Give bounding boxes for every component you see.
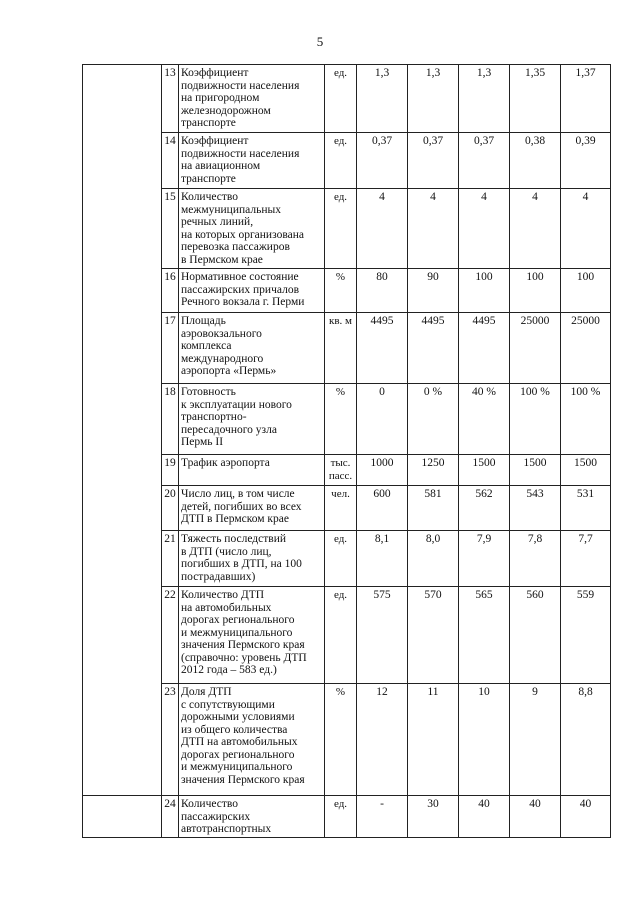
value-cell: 0 % — [408, 384, 459, 455]
table-row — [83, 531, 611, 587]
value-cell: 100 % — [561, 384, 611, 455]
value-cell: 40 — [459, 796, 510, 838]
value-cell: 12 — [357, 684, 408, 796]
value-cell: 7,9 — [459, 531, 510, 587]
value-cell: 100 — [510, 269, 561, 313]
row-number: 19 — [162, 455, 179, 486]
value-cell: 575 — [357, 587, 408, 684]
value-cell: 0,39 — [561, 133, 611, 189]
value-cell: 1500 — [510, 455, 561, 486]
indicator-name: Количество пассажирских автотранспортных — [179, 796, 325, 838]
unit-cell: % — [325, 384, 357, 455]
indicator-name: Площадь аэровокзального комплекса международного аэропорта «Пермь» — [179, 313, 325, 384]
value-cell: 90 — [408, 269, 459, 313]
row-number: 20 — [162, 486, 179, 531]
value-cell: 4495 — [459, 313, 510, 384]
indicator-name: Готовность к эксплуатации нового транспортно- пересадочного узла Пермь II — [179, 384, 325, 455]
value-cell: 30 — [408, 796, 459, 838]
row-number: 17 — [162, 313, 179, 384]
table-body — [83, 65, 611, 838]
table-row — [83, 133, 611, 189]
unit-cell: кв. м — [325, 313, 357, 384]
value-cell: 9 — [510, 684, 561, 796]
indicator-name: Коэффициент подвижности населения на авиационном транспорте — [179, 133, 325, 189]
value-cell: 0,37 — [459, 133, 510, 189]
value-cell: 10 — [459, 684, 510, 796]
value-cell: 8,0 — [408, 531, 459, 587]
value-cell: 4 — [357, 189, 408, 269]
value-cell: 0,38 — [510, 133, 561, 189]
value-cell: 40 — [561, 796, 611, 838]
table-row — [83, 455, 611, 486]
value-cell: 4 — [510, 189, 561, 269]
indicator-name: Коэффициент подвижности населения на пригородном железнодорожном транспорте — [179, 65, 325, 133]
value-cell: 1250 — [408, 455, 459, 486]
value-cell: 581 — [408, 486, 459, 531]
indicator-name: Количество ДТП на автомобильных дорогах регионального и межмуниципального значения Пермского края (справочно: уровень ДТП 2012 года – 583 ед.) — [179, 587, 325, 684]
row-number: 13 — [162, 65, 179, 133]
unit-cell: % — [325, 684, 357, 796]
indicator-name: Количество межмуниципальных речных линий, на которых организована перевозка пассажиров в Пермском крае — [179, 189, 325, 269]
unit-cell: ед. — [325, 189, 357, 269]
row-number: 18 — [162, 384, 179, 455]
value-cell: 4 — [408, 189, 459, 269]
value-cell: 100 — [561, 269, 611, 313]
row-number: 23 — [162, 684, 179, 796]
indicators-table — [82, 64, 611, 838]
value-cell: 1,3 — [357, 65, 408, 133]
value-cell: 1,35 — [510, 65, 561, 133]
value-cell: 1000 — [357, 455, 408, 486]
value-cell: 559 — [561, 587, 611, 684]
value-cell: 11 — [408, 684, 459, 796]
blank-column-cell — [83, 65, 162, 796]
indicator-name: Трафик аэропорта — [179, 455, 325, 486]
table-row — [83, 189, 611, 269]
value-cell: 600 — [357, 486, 408, 531]
value-cell: 100 % — [510, 384, 561, 455]
table-row — [83, 684, 611, 796]
value-cell: 570 — [408, 587, 459, 684]
blank-column-cell — [83, 796, 162, 838]
value-cell: 1,3 — [459, 65, 510, 133]
value-cell: 0 — [357, 384, 408, 455]
value-cell: 531 — [561, 486, 611, 531]
value-cell: 7,8 — [510, 531, 561, 587]
unit-cell: ед. — [325, 65, 357, 133]
row-number: 14 — [162, 133, 179, 189]
page-number: 5 — [316, 34, 324, 49]
unit-cell: тыс. пасс. — [325, 455, 357, 486]
indicator-name: Тяжесть последствий в ДТП (число лиц, погибших в ДТП, на 100 пострадавших) — [179, 531, 325, 587]
row-number: 21 — [162, 531, 179, 587]
row-number: 24 — [162, 796, 179, 838]
unit-cell: чел. — [325, 486, 357, 531]
table-row — [83, 384, 611, 455]
value-cell: 562 — [459, 486, 510, 531]
value-cell: 40 — [510, 796, 561, 838]
value-cell: 0,37 — [408, 133, 459, 189]
unit-cell: ед. — [325, 133, 357, 189]
value-cell: 4495 — [408, 313, 459, 384]
value-cell: 8,8 — [561, 684, 611, 796]
value-cell: 80 — [357, 269, 408, 313]
value-cell: 4 — [459, 189, 510, 269]
value-cell: 4495 — [357, 313, 408, 384]
value-cell: 1500 — [561, 455, 611, 486]
row-number: 15 — [162, 189, 179, 269]
table-row — [83, 796, 611, 838]
value-cell: 100 — [459, 269, 510, 313]
indicator-name: Нормативное состояние пассажирских причалов Речного вокзала г. Перми — [179, 269, 325, 313]
table-row — [83, 587, 611, 684]
table-row — [83, 486, 611, 531]
table-row — [83, 65, 611, 133]
row-number: 16 — [162, 269, 179, 313]
value-cell: 0,37 — [357, 133, 408, 189]
table-row — [83, 313, 611, 384]
value-cell: 8,1 — [357, 531, 408, 587]
unit-cell: ед. — [325, 531, 357, 587]
indicator-name: Доля ДТП с сопутствующими дорожными условиями из общего количества ДТП на автомобильных дорогах регионального и межмуниципального значения Пермского края — [179, 684, 325, 796]
value-cell: 560 — [510, 587, 561, 684]
value-cell: 1500 — [459, 455, 510, 486]
value-cell: 4 — [561, 189, 611, 269]
value-cell: 565 — [459, 587, 510, 684]
unit-cell: % — [325, 269, 357, 313]
value-cell: 25000 — [561, 313, 611, 384]
value-cell: 1,3 — [408, 65, 459, 133]
value-cell: 7,7 — [561, 531, 611, 587]
value-cell: - — [357, 796, 408, 838]
table-row — [83, 269, 611, 313]
value-cell: 1,37 — [561, 65, 611, 133]
unit-cell: ед. — [325, 587, 357, 684]
value-cell: 543 — [510, 486, 561, 531]
unit-cell: ед. — [325, 796, 357, 838]
value-cell: 25000 — [510, 313, 561, 384]
row-number: 22 — [162, 587, 179, 684]
indicator-name: Число лиц, в том числе детей, погибших во всех ДТП в Пермском крае — [179, 486, 325, 531]
value-cell: 40 % — [459, 384, 510, 455]
